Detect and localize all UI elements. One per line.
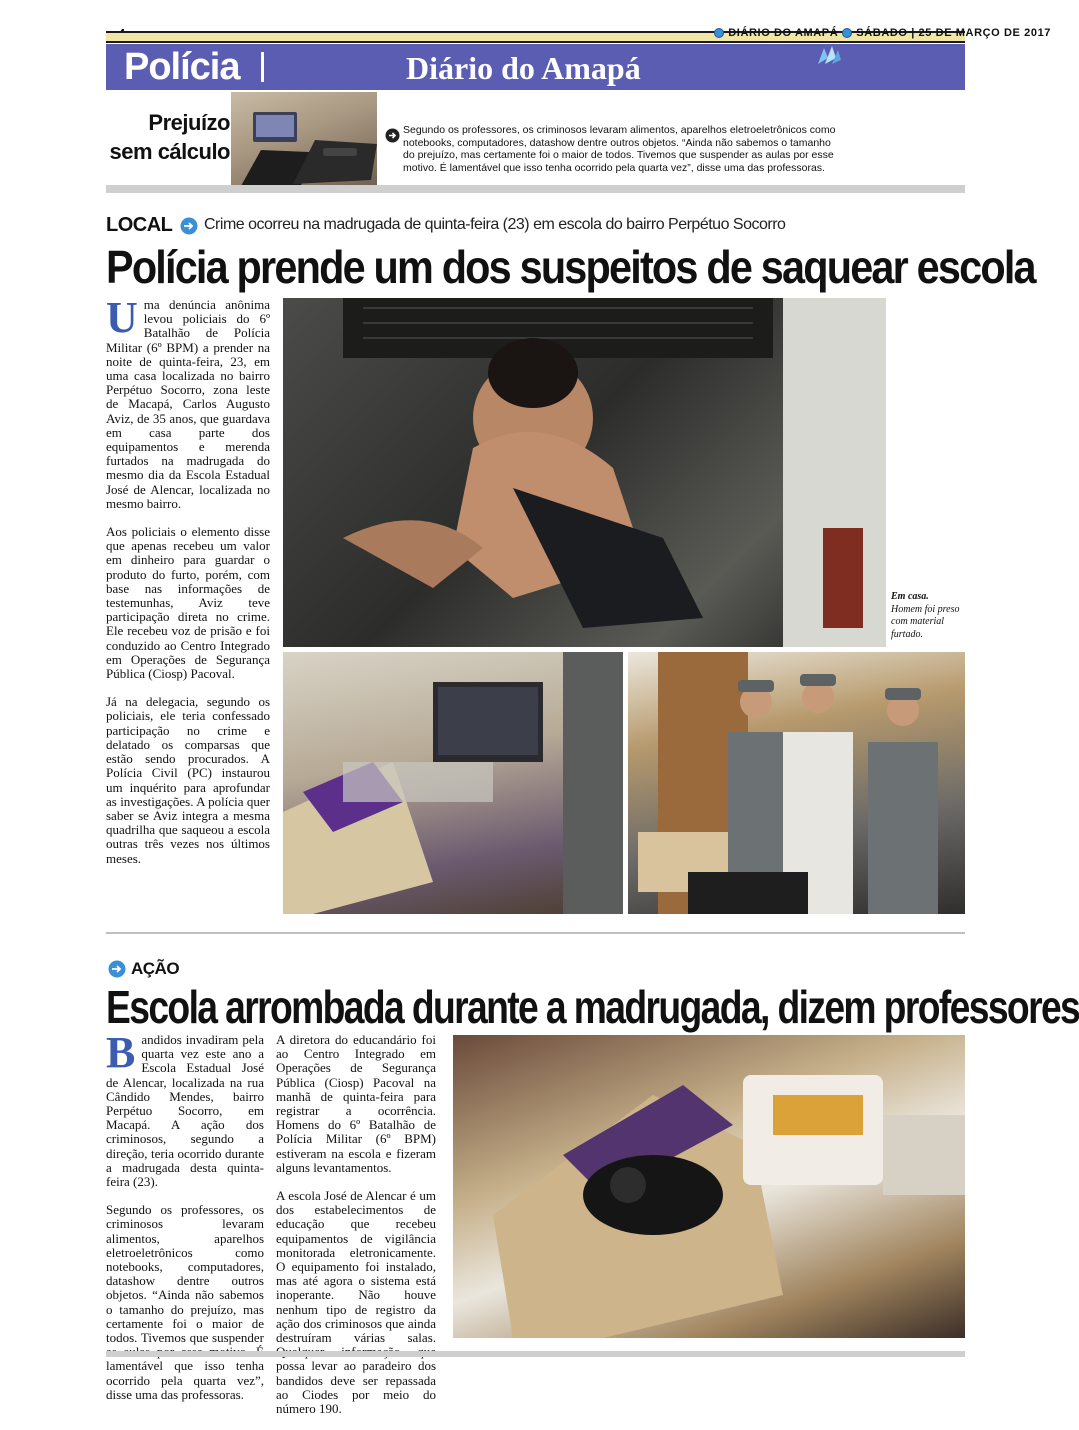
story1-body [106, 293, 270, 880]
section-title: Polícia [124, 46, 240, 88]
page-bottom-rule [106, 1351, 965, 1357]
arrow-bullet-icon [180, 217, 198, 235]
bullet-icon [842, 28, 852, 38]
story1-paragraph: Aos policiais o elemento disse que apenas recebeu um valor em dinheiro para guardar o produto do furto, porém, com base nas informações de testemunhas, Aviz teve participação direta no crime. Ele recebeu voz de prisão e foi conduzido ao Centro Integrado em Operações de Segurança Pública (Ciosp) Pacoval. [106, 524, 270, 682]
logo-wave-icon [816, 44, 842, 66]
story2-paragraph: Segundo os professores, os criminosos levaram alimentos, aparelhos eletroeletrônicos como notebooks, computadores, datashow dentre outros objetos. “Ainda não sabemos o tamanho do prejuízo, mas certamente foi o maior de todos. Tivemos que suspender lamentável que isso tenha ocorrido pela quarta vez”, disse uma das professoras. [106, 1202, 264, 1402]
story1-photo-police [628, 652, 965, 914]
story-divider [106, 932, 965, 934]
story2-body-col2 [276, 1033, 436, 1430]
section-rule [106, 185, 965, 193]
story1-kicker: LOCAL [106, 214, 173, 236]
drop-cap: B [106, 1028, 136, 1077]
caption-title: Em casa. [891, 591, 929, 602]
story2-paragraph-text: andidos invadiram pela quarta vez este ano a Escola Estadual José de Alencar, localizada na rua Cândido Mendes, bairro Perpétuo Socorro, em Macapá. A ação dos criminosos, segundo a direção, teria ocorrido durante a madrugada desta quinta-feira (23). [106, 1032, 264, 1190]
issue-date: SÁBADO | 25 DE MARÇO DE 2017 [856, 27, 1051, 39]
bullet-icon [714, 28, 724, 38]
caption-text: Homem foi preso com material furtado. [891, 603, 960, 640]
arrow-bullet-icon [108, 960, 126, 978]
projector-box-illustration [453, 1035, 965, 1338]
story1-main-photo [283, 298, 886, 647]
photo-caption [891, 591, 963, 641]
logo-text: Diário do Amapá [406, 50, 641, 86]
story2-kicker: AÇÃO [131, 959, 180, 978]
newspaper-logo [406, 50, 641, 87]
story2-photo [453, 1035, 965, 1338]
story1-photo-items [283, 652, 623, 914]
laptops-illustration [231, 92, 377, 186]
suspect-in-vehicle-illustration [283, 298, 886, 647]
story1-paragraph-text: ma denúncia anônima levou policiais do 6º Batalhão de Polícia Militar (6º BPM) a prender na noite de quinta-feira, 23, em uma casa localizada no bairro Perpétuo Socorro, zona leste de Macapá, Carlos Augusto Aviz, de 35 anos, que guardava em casa parte dos equipamentos e merenda furtados na madrugada do mesmo dia da Escola Estadual José de Alencar, localizada no mesmo bairro. [106, 297, 270, 511]
drop-cap: U [106, 293, 138, 342]
teaser-photo [231, 92, 377, 186]
story2-body-col1 [106, 1028, 264, 1416]
story2-paragraph [106, 1028, 264, 1190]
story1-paragraph [106, 293, 270, 511]
masthead-info [714, 27, 1051, 39]
police-officers-illustration [628, 652, 965, 914]
paper-name: DIÁRIO DO AMAPÁ [728, 27, 839, 39]
story1-headline: Polícia prende um dos suspeitos de saquear escola [106, 241, 1035, 293]
story1-paragraph: Já na delegacia, segundo os policiais, ele teria confessado participação no crime e delatado os comparsas que estão sendo procurados. A Polícia Civil (PC) instaurou um inquérito para aprofundar as investigações. A polícia quer saber se Aviz integra a mesma quadrilha que saqueou a escola outras três vezes nos últimos meses. [106, 694, 270, 866]
section-band [106, 44, 965, 90]
stolen-items-illustration [283, 652, 623, 914]
arrow-bullet-icon [385, 128, 400, 143]
story2-paragraph: A escola José de Alencar é um dos estabelecimentos de educação que recebeu equipamentos de vigilância monitorada eletronicamente. O equipamento foi instalado, mas até agora o sistema está inoperante. Não houve nenhum tipo de registro da ação dos criminosos que ainda destruíram várias salas. possa levar ao paradeiro dos bandidos deve ser repassada ao Ciodes por meio do número 190. [276, 1188, 436, 1417]
section-divider [261, 52, 264, 82]
story2-paragraph: A diretora do educandário foi ao Centro Integrado em Operações de Segurança Pública (Ciosp) Pacoval na manhã de quinta-feira para registrar a ocorrência. Homens do 6º Batalhão de Polícia Militar (6º BPM) estiveram na escola e fizeram alguns levantamentos. [276, 1032, 436, 1175]
teaser-headline: Prejuízo sem cálculo [109, 110, 230, 164]
story1-subkicker: Crime ocorreu na madrugada de quinta-feira (23) em escola do bairro Perpétuo Socorro [204, 216, 786, 233]
story2-headline: Escola arrombada durante a madrugada, dizem professores [106, 981, 1079, 1033]
teaser-text: Segundo os professores, os criminosos levaram alimentos, aparelhos eletroeletrônicos como notebooks, computadores, datashow dentre outros objetos. “Ainda não sabemos o tamanho do prejuízo, mas certamente foi o maior de todos. Tivemos que suspender as aulas por esse motivo. É lamentável que isso tenha ocorrido pela quarta vez”, disse uma das professoras. [403, 124, 836, 174]
